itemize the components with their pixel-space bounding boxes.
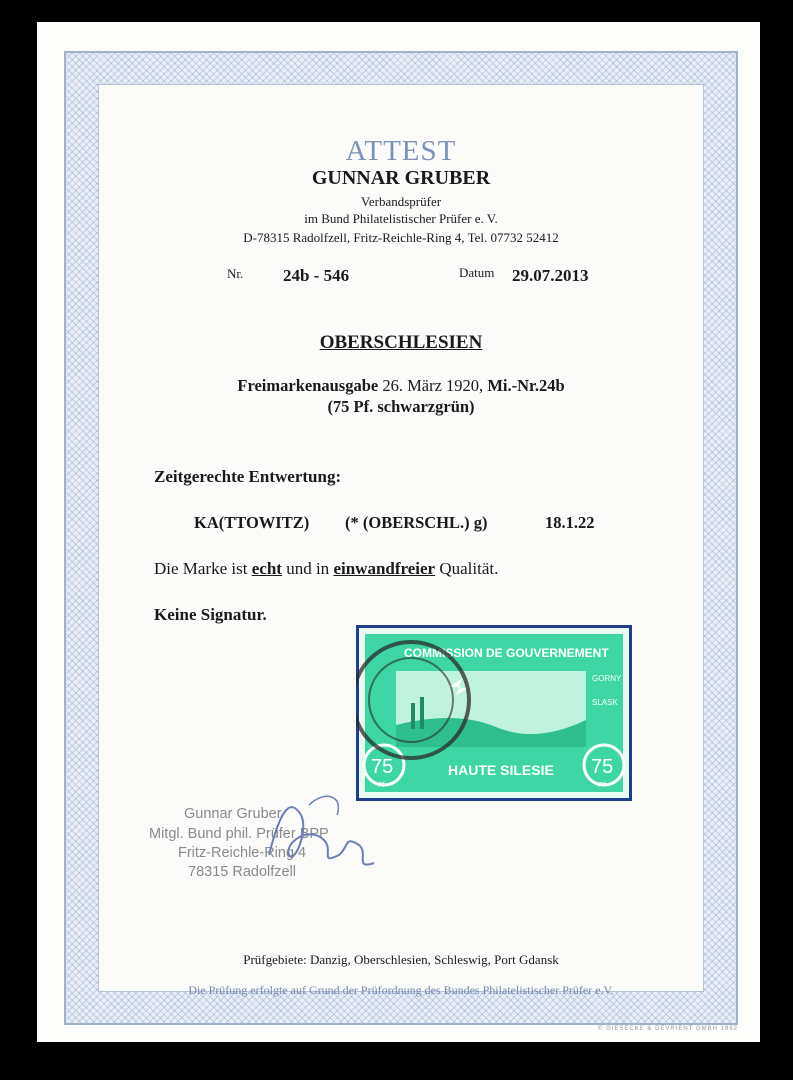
examiner-association: im Bund Philatelistischer Prüfer e. V. <box>304 211 498 226</box>
cancel-date: 18.1.22 <box>545 513 595 532</box>
verdict-text-3: Qualität. <box>439 559 499 578</box>
issue-detail: (75 Pf. schwarzgrün) <box>327 397 475 416</box>
stamp-chimney-2 <box>420 697 424 729</box>
stamp-unit-left: Pf <box>378 782 385 789</box>
issue-mi: Mi.-Nr.24b <box>487 376 565 395</box>
stamp-side-2: SLASK <box>592 698 618 707</box>
stamp-chimney <box>411 703 415 729</box>
date-value: 29.07.2013 <box>512 266 589 285</box>
guilloche-border <box>64 51 738 1025</box>
cancel-heading: Zeitgerechte Entwertung: <box>154 467 342 486</box>
signature-stamp-line-1: Gunnar Gruber <box>184 806 282 822</box>
verdict-text-1: Die Marke ist <box>154 559 248 578</box>
area-heading: OBERSCHLESIEN <box>319 332 483 353</box>
stamp-value-right: 75 <box>591 756 614 778</box>
examiner-role: Verbandsprüfer <box>360 194 442 209</box>
stamp-value-left: 75 <box>371 756 394 778</box>
cancel-place: KA(TTOWITZ) <box>194 513 310 532</box>
stamp-image <box>356 625 632 801</box>
nr-value: 24b - 546 <box>283 266 350 285</box>
signature-stamp-line-2: Mitgl. Bund phil. Prüfer BPP <box>149 826 329 842</box>
certificate-inner-panel <box>98 84 704 997</box>
stamp-bottom-text: HAUTE SILESIE <box>448 762 554 778</box>
verdict-line <box>154 559 498 579</box>
basis-text: Die Prüfung erfolgte auf Grund der Prüfordnung des Bundes Philatelistischer Prüfer e.V. <box>188 983 614 997</box>
scope-text: Prüfgebiete: Danzig, Oberschlesien, Schleswig, Port Gdansk <box>243 952 559 967</box>
certificate-sheet <box>37 22 760 1042</box>
stamp-unit-right: Pf <box>599 782 606 789</box>
signature-stamp-line-3: Fritz-Reichle-Ring 4 <box>178 845 307 861</box>
attest-title: ATTEST <box>345 135 457 167</box>
verdict-text-2: und in <box>286 559 330 578</box>
signature-stamp-line-4: 78315 Radolfzell <box>188 864 297 880</box>
signature-note: Keine Signatur. <box>154 605 267 624</box>
stamp-side-1: GORNY <box>592 674 622 683</box>
issue-bold: Freimarkenausgabe <box>237 376 379 395</box>
copyright-text: © GIESECKE & DEVRIENT GMBH 1992 <box>597 1026 738 1032</box>
stamp-top-text: COMMISSION DE GOUVERNEMENT <box>404 646 609 660</box>
verdict-quality: einwandfreier <box>333 559 436 578</box>
issue-line <box>99 376 703 396</box>
issue-date: 26. März 1920, <box>382 376 484 395</box>
cancel-sub: (* (OBERSCHL.) g) <box>345 513 488 532</box>
signature-stroke <box>269 807 374 864</box>
signature-flourish <box>309 796 338 815</box>
date-label: Datum <box>459 265 495 280</box>
verdict-echt: echt <box>251 559 282 578</box>
examiner-address: D-78315 Radolfzell, Fritz-Reichle-Ring 4, Tel. 07732 52412 <box>243 230 559 245</box>
handwritten-signature <box>249 785 389 895</box>
examiner-name: GUNNAR GRUBER <box>311 167 491 189</box>
nr-label: Nr. <box>227 266 244 281</box>
